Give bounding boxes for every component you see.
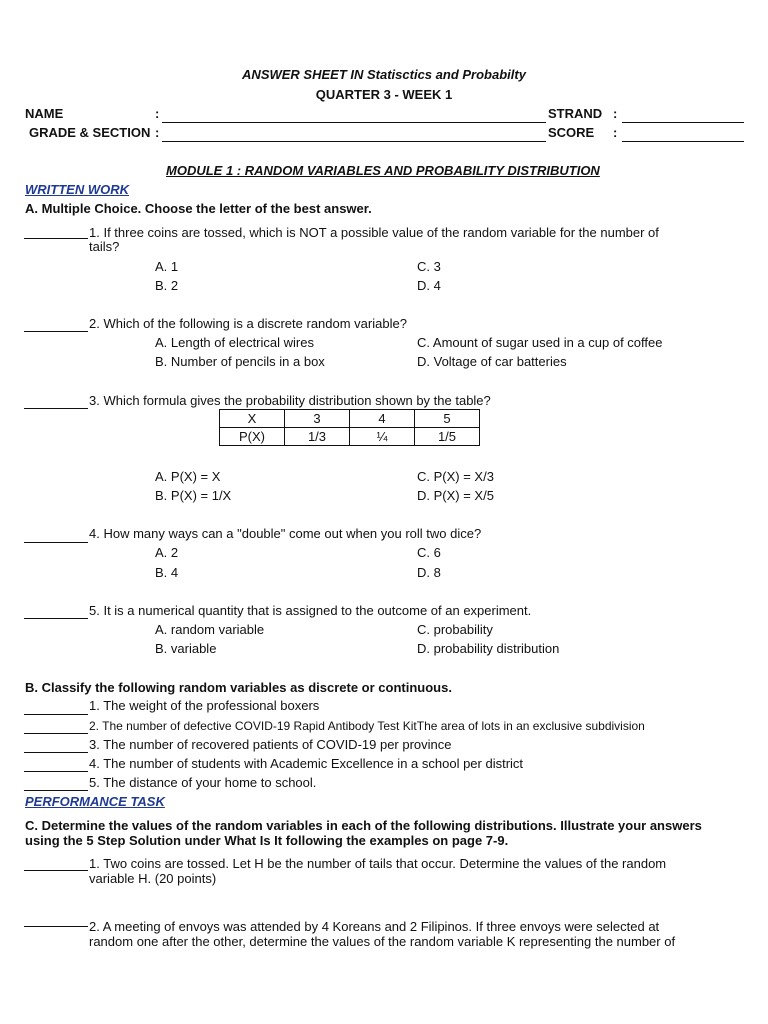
part-c-instruction: C. Determine the values of the random variables in each of the following distributions. Illustrate your answers — [25, 818, 702, 833]
sheet-title: ANSWER SHEET IN Statisctics and Probabilty — [242, 67, 526, 82]
q2-option-a: A. Length of electrical wires — [155, 335, 314, 350]
probability-table — [219, 409, 480, 446]
part-b-item: 1. The weight of the professional boxers — [89, 698, 320, 713]
answer-blank-b3[interactable] — [24, 752, 88, 753]
answer-blank-a3[interactable] — [24, 408, 88, 409]
table-row — [220, 410, 480, 428]
part-c-q1: 1. Two coins are tossed. Let H be the number of tails that occur. Determine the values of the random — [89, 856, 667, 871]
part-c-instruction-cont: using the 5 Step Solution under What Is It following the examples on page 7-9. — [25, 833, 509, 848]
part-c-q2: 2. A meeting of envoys was attended by 4 Koreans and 2 Filipinos. If three envoys were selected at — [89, 919, 660, 934]
grade-section-field[interactable] — [162, 141, 546, 142]
part-b-item: 4. The number of students with Academic Excellence in a school per district — [89, 756, 524, 771]
name-label: NAME — [25, 106, 64, 121]
answer-blank-a4[interactable] — [24, 542, 88, 543]
strand-field[interactable] — [622, 122, 744, 123]
q4-text: 4. How many ways can a "double" come out when you roll two dice? — [89, 526, 482, 541]
q5-option-c: C. probability — [417, 622, 493, 637]
table-cell: 1/3 — [285, 428, 350, 446]
table-cell: P(X) — [220, 428, 285, 446]
q1-option-b: B. 2 — [155, 278, 179, 293]
answer-blank-a5[interactable] — [24, 618, 88, 619]
answer-blank-b5[interactable] — [24, 790, 88, 791]
score-colon: : — [613, 125, 618, 140]
q3-option-c: C. P(X) = X/3 — [417, 469, 494, 484]
module-title: MODULE 1 : RANDOM VARIABLES AND PROBABILITY DISTRIBUTION — [166, 163, 600, 178]
q1-option-d: D. 4 — [417, 278, 441, 293]
part-c-q1-cont: variable H. (20 points) — [89, 871, 217, 886]
answer-blank-a1[interactable] — [24, 238, 88, 239]
strand-label: STRAND — [548, 106, 603, 121]
part-c-q2-cont: random one after the other, determine the values of the random variable K representing the number of — [89, 934, 676, 949]
part-b-item: 2. The number of defective COVID-19 Rapid Antibody Test KitThe area of lots in an exclusive subdivision — [89, 719, 645, 733]
q5-option-a: A. random variable — [155, 622, 265, 637]
strand-colon: : — [613, 106, 618, 121]
name-field[interactable] — [162, 122, 546, 123]
answer-blank-b1[interactable] — [24, 714, 88, 715]
q5-option-b: B. variable — [155, 641, 217, 656]
name-colon: : — [155, 106, 160, 121]
part-a-instruction: A. Multiple Choice. Choose the letter of the best answer. — [25, 201, 372, 216]
sheet-subtitle: QUARTER 3 - WEEK 1 — [315, 87, 453, 102]
answer-blank-c1[interactable] — [24, 870, 88, 871]
q2-text: 2. Which of the following is a discrete random variable? — [89, 316, 407, 331]
performance-task-heading: PERFORMANCE TASK — [25, 794, 165, 809]
q2-option-d: D. Voltage of car batteries — [417, 354, 567, 369]
answer-blank-b4[interactable] — [24, 771, 88, 772]
answer-blank-a2[interactable] — [24, 331, 88, 332]
answer-blank-c2[interactable] — [24, 926, 88, 927]
part-b-item: 3. The number of recovered patients of COVID-19 per province — [89, 737, 452, 752]
q3-option-a: A. P(X) = X — [155, 469, 221, 484]
table-cell: 5 — [415, 410, 480, 428]
table-cell: 1/5 — [415, 428, 480, 446]
table-cell: ¼ — [350, 428, 415, 446]
q2-option-b: B. Number of pencils in a box — [155, 354, 325, 369]
table-cell: X — [220, 410, 285, 428]
q4-option-b: B. 4 — [155, 565, 179, 580]
q1-text: 1. If three coins are tossed, which is NOT a possible value of the random variable for the number of — [89, 225, 659, 240]
part-b-item: 5. The distance of your home to school. — [89, 775, 317, 790]
written-work-heading: WRITTEN WORK — [25, 182, 129, 197]
part-b-instruction: B. Classify the following random variables as discrete or continuous. — [25, 680, 452, 695]
table-cell: 3 — [285, 410, 350, 428]
q3-text: 3. Which formula gives the probability distribution shown by the table? — [89, 393, 491, 408]
q4-option-c: C. 6 — [417, 545, 441, 560]
q1-option-a: A. 1 — [155, 259, 179, 274]
answer-blank-b2[interactable] — [24, 733, 88, 734]
grade-colon: : — [155, 125, 160, 140]
q4-option-a: A. 2 — [155, 545, 179, 560]
score-label: SCORE — [548, 125, 595, 140]
q2-option-c: C. Amount of sugar used in a cup of coffee — [417, 335, 663, 350]
q5-option-d: D. probability distribution — [417, 641, 560, 656]
table-row — [220, 428, 480, 446]
q3-option-b: B. P(X) = 1/X — [155, 488, 232, 503]
q5-text: 5. It is a numerical quantity that is assigned to the outcome of an experiment. — [89, 603, 532, 618]
grade-label: GRADE & SECTION — [29, 125, 151, 140]
q4-option-d: D. 8 — [417, 565, 441, 580]
q1-text-cont: tails? — [89, 239, 120, 254]
q3-option-d: D. P(X) = X/5 — [417, 488, 494, 503]
q1-option-c: C. 3 — [417, 259, 441, 274]
table-cell: 4 — [350, 410, 415, 428]
score-field[interactable] — [622, 141, 744, 142]
